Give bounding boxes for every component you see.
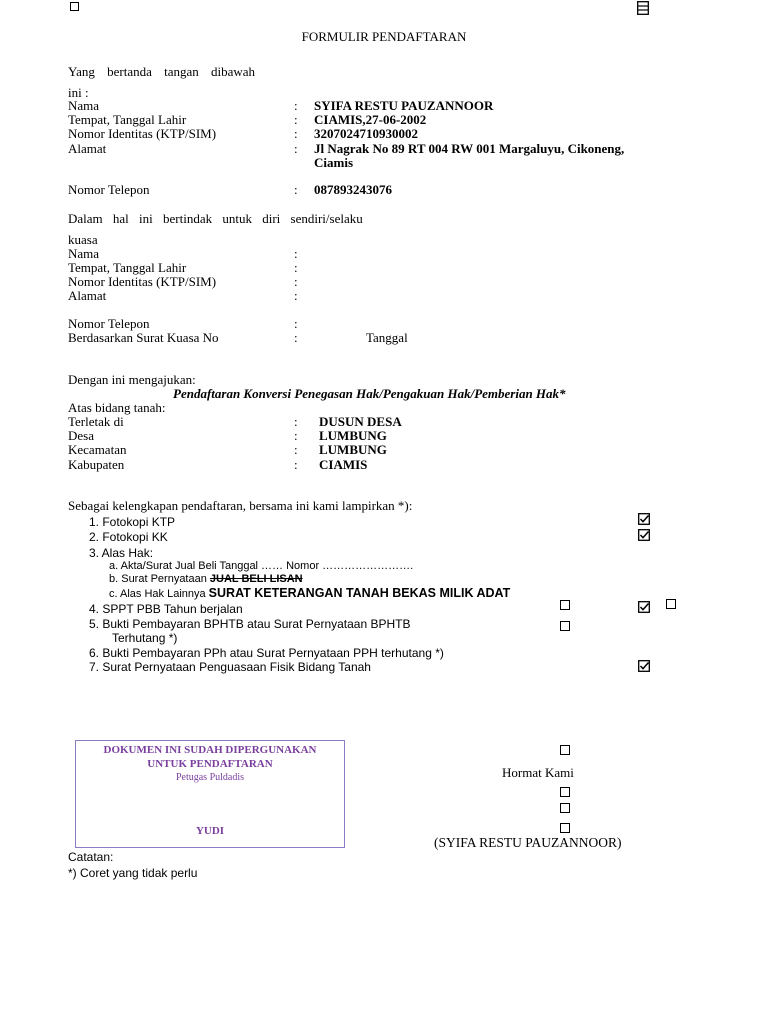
colon: :	[294, 414, 298, 429]
proxy-intro-cont: kuasa	[68, 232, 98, 247]
village-value: LUMBUNG	[319, 428, 387, 443]
attachment-item: 2. Fotokopi KK	[89, 530, 168, 544]
colon: :	[294, 98, 298, 113]
colon: :	[294, 330, 298, 345]
colon: :	[294, 112, 298, 127]
attachment-item: 5. Bukti Pembayaran BPHTB atau Surat Pernyataan BPHTB	[89, 617, 411, 631]
id-value: 3207024710930002	[314, 126, 418, 141]
attachment-subitem: b. Surat Pernyataan JUAL BELI LISAN	[109, 573, 303, 585]
submission-title: Pendaftaran Konversi Penegasan Hak/Pengakuan Hak/Pemberian Hak*	[173, 386, 566, 401]
regency-label: Kabupaten	[68, 457, 125, 472]
colon: :	[294, 457, 298, 472]
checkbox-icon	[70, 2, 79, 11]
attachment-subitem: a. Akta/Surat Jual Beli Tanggal …… Nomor …………………….	[109, 560, 414, 572]
usage-stamp	[75, 740, 345, 848]
colon: :	[294, 316, 298, 331]
located-label: Terletak di	[68, 414, 124, 429]
checkbox-icon	[560, 600, 570, 610]
birth-value: CIAMIS,27-06-2002	[314, 112, 427, 127]
attachments-intro: Sebagai kelengkapan pendaftaran, bersama ini kami lampirkan *):	[68, 498, 413, 513]
located-value: DUSUN DESA	[319, 414, 402, 429]
colon: :	[294, 141, 298, 156]
land-intro: Atas bidang tanah:	[68, 400, 166, 415]
name-label: Nama	[68, 98, 100, 113]
name-value: SYIFA RESTU PAUZANNOOR	[314, 98, 494, 113]
intro-text: Yang bertanda tangan dibawah	[68, 64, 256, 79]
stamp-officer-title: Petugas Puldadis	[175, 772, 245, 783]
attachment-item: 1. Fotokopi KTP	[89, 515, 176, 529]
phone-value: 087893243076	[314, 182, 392, 197]
closing-text: Hormat Kami	[502, 765, 574, 780]
address-label: Alamat	[68, 141, 107, 156]
document-stack-icon	[637, 1, 649, 15]
notes-label: Catatan:	[68, 850, 114, 864]
submission-intro: Dengan ini mengajukan:	[68, 372, 196, 387]
attachment-item-cont: Terhutang *)	[112, 631, 178, 645]
colon: :	[294, 442, 298, 457]
birth-label: Tempat, Tanggal Lahir	[68, 112, 187, 127]
colon: :	[294, 246, 298, 261]
proxy-intro: Dalam hal ini bertindak untuk diri sendiri/selaku	[68, 211, 363, 226]
proxy-date-label: Tanggal	[366, 330, 408, 345]
proxy-name-label: Nama	[68, 246, 100, 261]
checked-box-icon	[638, 513, 650, 525]
intro-text-cont: ini :	[68, 85, 89, 100]
checkbox-icon	[666, 599, 676, 609]
checked-box-icon	[638, 601, 650, 613]
id-label: Nomor Identitas (KTP/SIM)	[68, 126, 217, 141]
checkbox-icon	[560, 621, 570, 631]
stamp-officer-name: YUDI	[195, 825, 225, 837]
signatory-name: (SYIFA RESTU PAUZANNOOR)	[434, 835, 622, 850]
attachment-item: 3. Alas Hak:	[89, 546, 154, 560]
proxy-id-label: Nomor Identitas (KTP/SIM)	[68, 274, 217, 289]
attachment-item: 4. SPPT PBB Tahun berjalan	[89, 602, 243, 616]
phone-label: Nomor Telepon	[68, 182, 150, 197]
proxy-birth-label: Tempat, Tanggal Lahir	[68, 260, 187, 275]
stamp-line: DOKUMEN INI SUDAH DIPERGUNAKAN	[103, 744, 317, 756]
attachment-item: 6. Bukti Pembayaran PPh atau Surat Pernyataan PPH terhutang *)	[89, 646, 444, 660]
colon: :	[294, 274, 298, 289]
district-label: Kecamatan	[68, 442, 127, 457]
checked-box-icon	[638, 660, 650, 672]
stamp-line: UNTUK PENDAFTARAN	[147, 758, 273, 770]
checkbox-icon	[560, 787, 570, 797]
proxy-letter-label: Berdasarkan Surat Kuasa No	[68, 330, 219, 345]
attachment-subitem: c. Alas Hak Lainnya SURAT KETERANGAN TANAH BEKAS MILIK ADAT	[109, 586, 511, 600]
colon: :	[294, 126, 298, 141]
proxy-address-label: Alamat	[68, 288, 107, 303]
colon: :	[294, 182, 298, 197]
regency-value: CIAMIS	[319, 457, 368, 472]
colon: :	[294, 428, 298, 443]
address-value: Jl Nagrak No 89 RT 004 RW 001 Margaluyu, Cikoneng,	[314, 141, 625, 156]
checked-box-icon	[638, 529, 650, 541]
village-label: Desa	[68, 428, 94, 443]
proxy-phone-label: Nomor Telepon	[68, 316, 150, 331]
checkbox-icon	[560, 745, 570, 755]
address-value-cont: Ciamis	[314, 155, 353, 170]
district-value: LUMBUNG	[319, 442, 387, 457]
colon: :	[294, 260, 298, 275]
page-title: FORMULIR PENDAFTARAN	[301, 29, 467, 44]
checkbox-icon	[560, 803, 570, 813]
attachment-item: 7. Surat Pernyataan Penguasaan Fisik Bidang Tanah	[89, 660, 371, 674]
colon: :	[294, 288, 298, 303]
checkbox-icon	[560, 823, 570, 833]
notes-text: *) Coret yang tidak perlu	[68, 866, 198, 880]
